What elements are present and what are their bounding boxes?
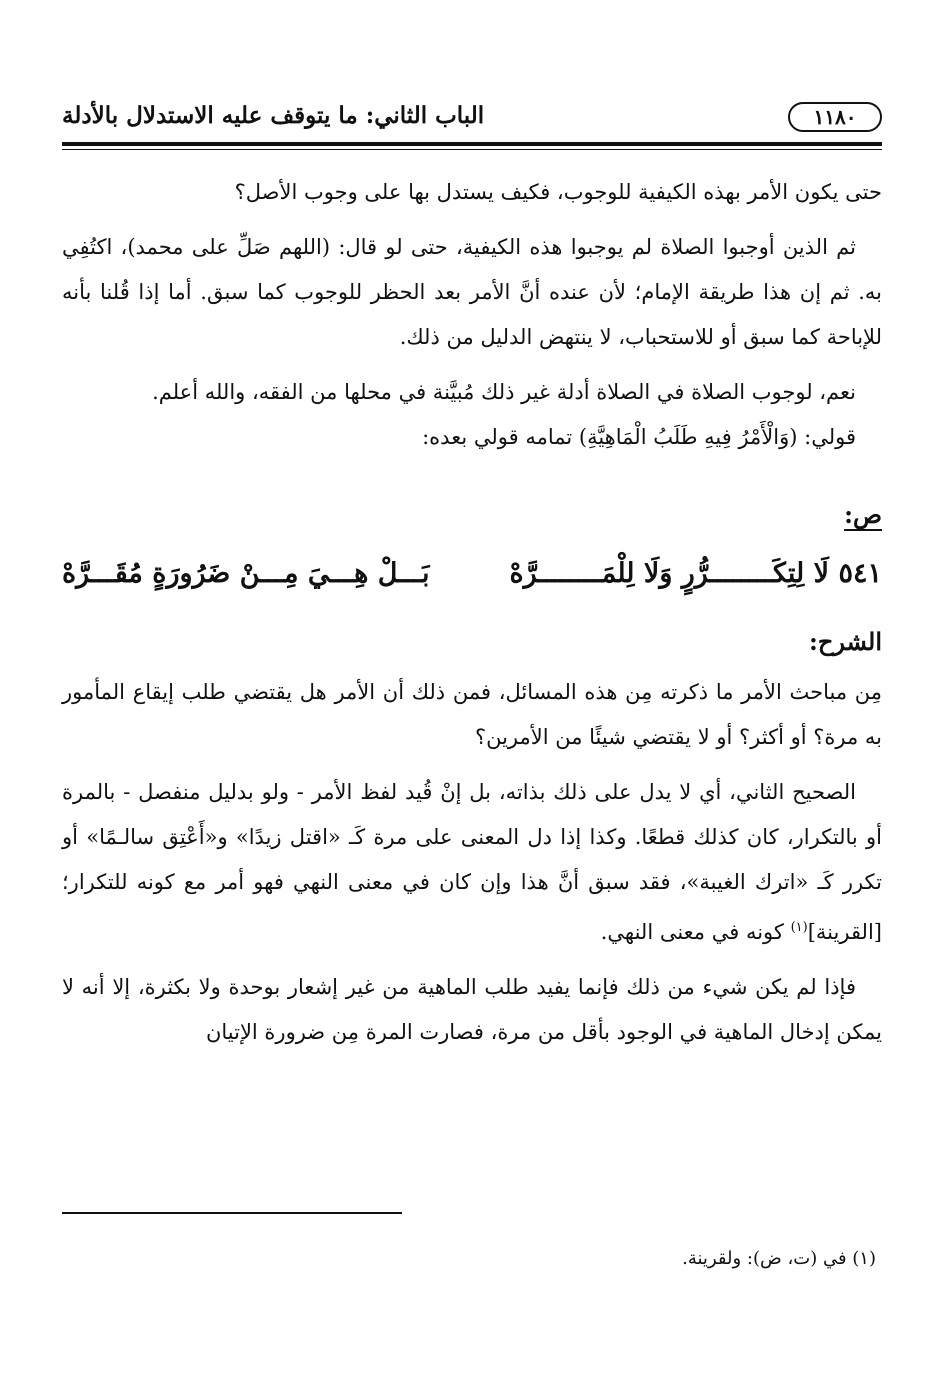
commentary-paragraph-1: مِن مباحث الأمر ما ذكرته مِن هذه المسائل، فمن ذلك أن الأمر هل يقتضي طلب إيقاع المأمور به مرة؟ أو أكثر؟ أو لا يقتضي شيئًا من الأمرين؟ xyxy=(62,680,882,749)
commentary-paragraph-2 xyxy=(62,770,882,955)
header-rule-thin xyxy=(62,149,882,150)
header-rule-thick xyxy=(62,142,882,146)
commentary-label: الشرح: xyxy=(809,627,882,656)
text-section-label xyxy=(62,498,882,532)
page-number-badge: ١١٨٠ xyxy=(788,102,882,132)
verse-line xyxy=(62,550,882,598)
chapter-title: الباب الثاني: ما يتوقف عليه الاستدلال بالأدلة xyxy=(62,102,485,129)
text-section-label-text: ص: xyxy=(844,500,882,529)
paragraph-2: ثم الذين أوجبوا الصلاة لم يوجبوا هذه الكيفية، حتى لو قال: (اللهم صَلِّ على محمد)، اكتُفِي به. ثم إن هذا طريقة الإمام؛ لأن عنده أنَّ الأمر بعد الحظر للوجوب كما سبق. أما إذا قُلنا بأنه للإباحة كما سبق أو للاستحباب، لا ينتهض الدليل من ذلك. xyxy=(62,235,882,349)
commentary-paragraph-2-end: كونه في معنى النهي. xyxy=(600,920,791,944)
commentary-paragraph-3: فإذا لم يكن شيء من ذلك فإنما يفيد طلب الماهية من غير إشعار بوحدة ولا بكثرة، إلا أنه لا يمكن إدخال الماهية في الوجود بأقل من مرة، فصارت المرة مِن ضرورة الإتيان xyxy=(62,975,882,1044)
footnote-separator xyxy=(62,1212,402,1214)
verse-first-part xyxy=(509,550,882,598)
verse-first-hemistich: لَا لِتِكَــــــــرُّرٍ وَلَا لِلْمَــــــــرَّهْ xyxy=(509,558,830,589)
paragraph-4: قولي: (وَالْأَمْرُ فِيهِ طَلَبُ الْمَاهِيَّةِ) تمامه قولي بعده: xyxy=(422,425,856,449)
paragraph-1: حتى يكون الأمر بهذه الكيفية للوجوب، فكيف يستدل بها على وجوب الأصل؟ xyxy=(234,180,882,204)
book-page xyxy=(62,96,882,1055)
page-header xyxy=(62,96,882,138)
footnote-text: (١) في (ت، ض): ولقرينة. xyxy=(682,1248,876,1269)
verse-second-hemistich: بَـــلْ هِـــيَ مِـــنْ ضَرُورَةٍ مُقَـــرَّهْ xyxy=(62,558,430,589)
footnote-reference: (١) xyxy=(790,920,808,935)
commentary-paragraph-2-text: الصحيح الثاني، أي لا يدل على ذلك بذاته، بل إنْ قُيد لفظ الأمر - ولو بدليل منفصل - بالمرة أو بالتكرار، كان كذلك قطعًا. وكذا إذا دل المعنى على مرة كَـ «اقتل زيدًا» و«أَعْتِق سالـمًا» أو تكرر كَـ «اترك الغيبة»، فقد سبق أنَّ هذا وإن كان في معنى النهي فهو أمر مع كونه للتكرار؛ [القرينة] xyxy=(62,780,883,944)
verse-number: ٥٤١ xyxy=(838,558,882,589)
paragraph-3: نعم، لوجوب الصلاة في الصلاة أدلة غير ذلك مُبيَّنة في محلها من الفقه، والله أعلم. xyxy=(152,380,856,404)
